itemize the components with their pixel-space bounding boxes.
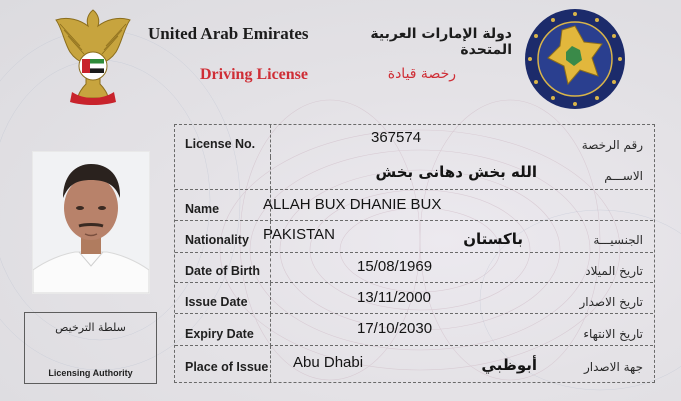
country-name-arabic: دولة الإمارات العربية المتحدة bbox=[370, 26, 512, 58]
label-issue-date-arabic: تاريخ الاصدار bbox=[579, 295, 643, 309]
document-title-arabic: رخصة قيادة bbox=[387, 66, 456, 82]
label-license-number-arabic: رقم الرخصة bbox=[581, 138, 643, 152]
label-nationality-arabic: الجنسيـــة bbox=[593, 233, 643, 247]
label-expiry-date: Expiry Date bbox=[185, 327, 254, 341]
label-date-of-birth-arabic: تاريخ الميلاد bbox=[585, 264, 643, 278]
value-expiry-date: 17/10/2030 bbox=[357, 320, 433, 337]
value-date-of-birth: 15/08/1969 bbox=[357, 258, 433, 275]
label-place-of-issue-arabic: جهة الاصدار bbox=[584, 360, 643, 374]
uae-eagle-emblem-icon bbox=[50, 6, 136, 106]
document-title-english: Driving License bbox=[200, 66, 308, 83]
label-nationality: Nationality bbox=[185, 233, 249, 247]
country-name-english: United Arab Emirates bbox=[148, 24, 309, 43]
portrait-image bbox=[33, 152, 149, 293]
row-issue-date bbox=[175, 282, 653, 314]
row-date-of-birth bbox=[175, 252, 653, 283]
licensing-authority-box bbox=[24, 312, 157, 384]
value-place-of-issue: Abu Dhabi bbox=[293, 354, 364, 371]
row-name-arabic bbox=[175, 157, 653, 189]
value-name: ALLAH BUX DHANIE BUX bbox=[263, 196, 442, 213]
row-license-number bbox=[175, 125, 653, 157]
label-place-of-issue: Place of Issue bbox=[185, 360, 269, 374]
value-nationality-arabic: باكستان bbox=[463, 230, 523, 248]
licensing-authority-label-arabic: سلطة الترخيص bbox=[55, 321, 126, 334]
label-date-of-birth: Date of Birth bbox=[185, 264, 260, 278]
license-details-table bbox=[174, 124, 655, 383]
gcc-seal-icon bbox=[522, 6, 628, 112]
value-nationality: PAKISTAN bbox=[263, 226, 335, 243]
value-license-number: 367574 bbox=[371, 129, 422, 146]
value-issue-date: 13/11/2000 bbox=[357, 289, 431, 306]
label-issue-date: Issue Date bbox=[185, 295, 248, 309]
row-place-of-issue bbox=[175, 345, 653, 382]
label-expiry-date-arabic: تاريخ الانتهاء bbox=[583, 327, 643, 341]
row-name bbox=[175, 189, 653, 221]
label-name-arabic: الاســـم bbox=[604, 169, 643, 183]
holder-photo bbox=[32, 151, 150, 294]
label-name: Name bbox=[185, 202, 220, 216]
row-nationality bbox=[175, 220, 653, 253]
value-place-of-issue-arabic: أبوظبي bbox=[481, 356, 537, 374]
label-license-number: License No. bbox=[185, 137, 256, 151]
licensing-authority-label-english: Licensing Authority bbox=[48, 368, 133, 378]
row-expiry-date bbox=[175, 313, 653, 346]
value-name-arabic: الله بخش دهانى بخش bbox=[375, 163, 537, 181]
